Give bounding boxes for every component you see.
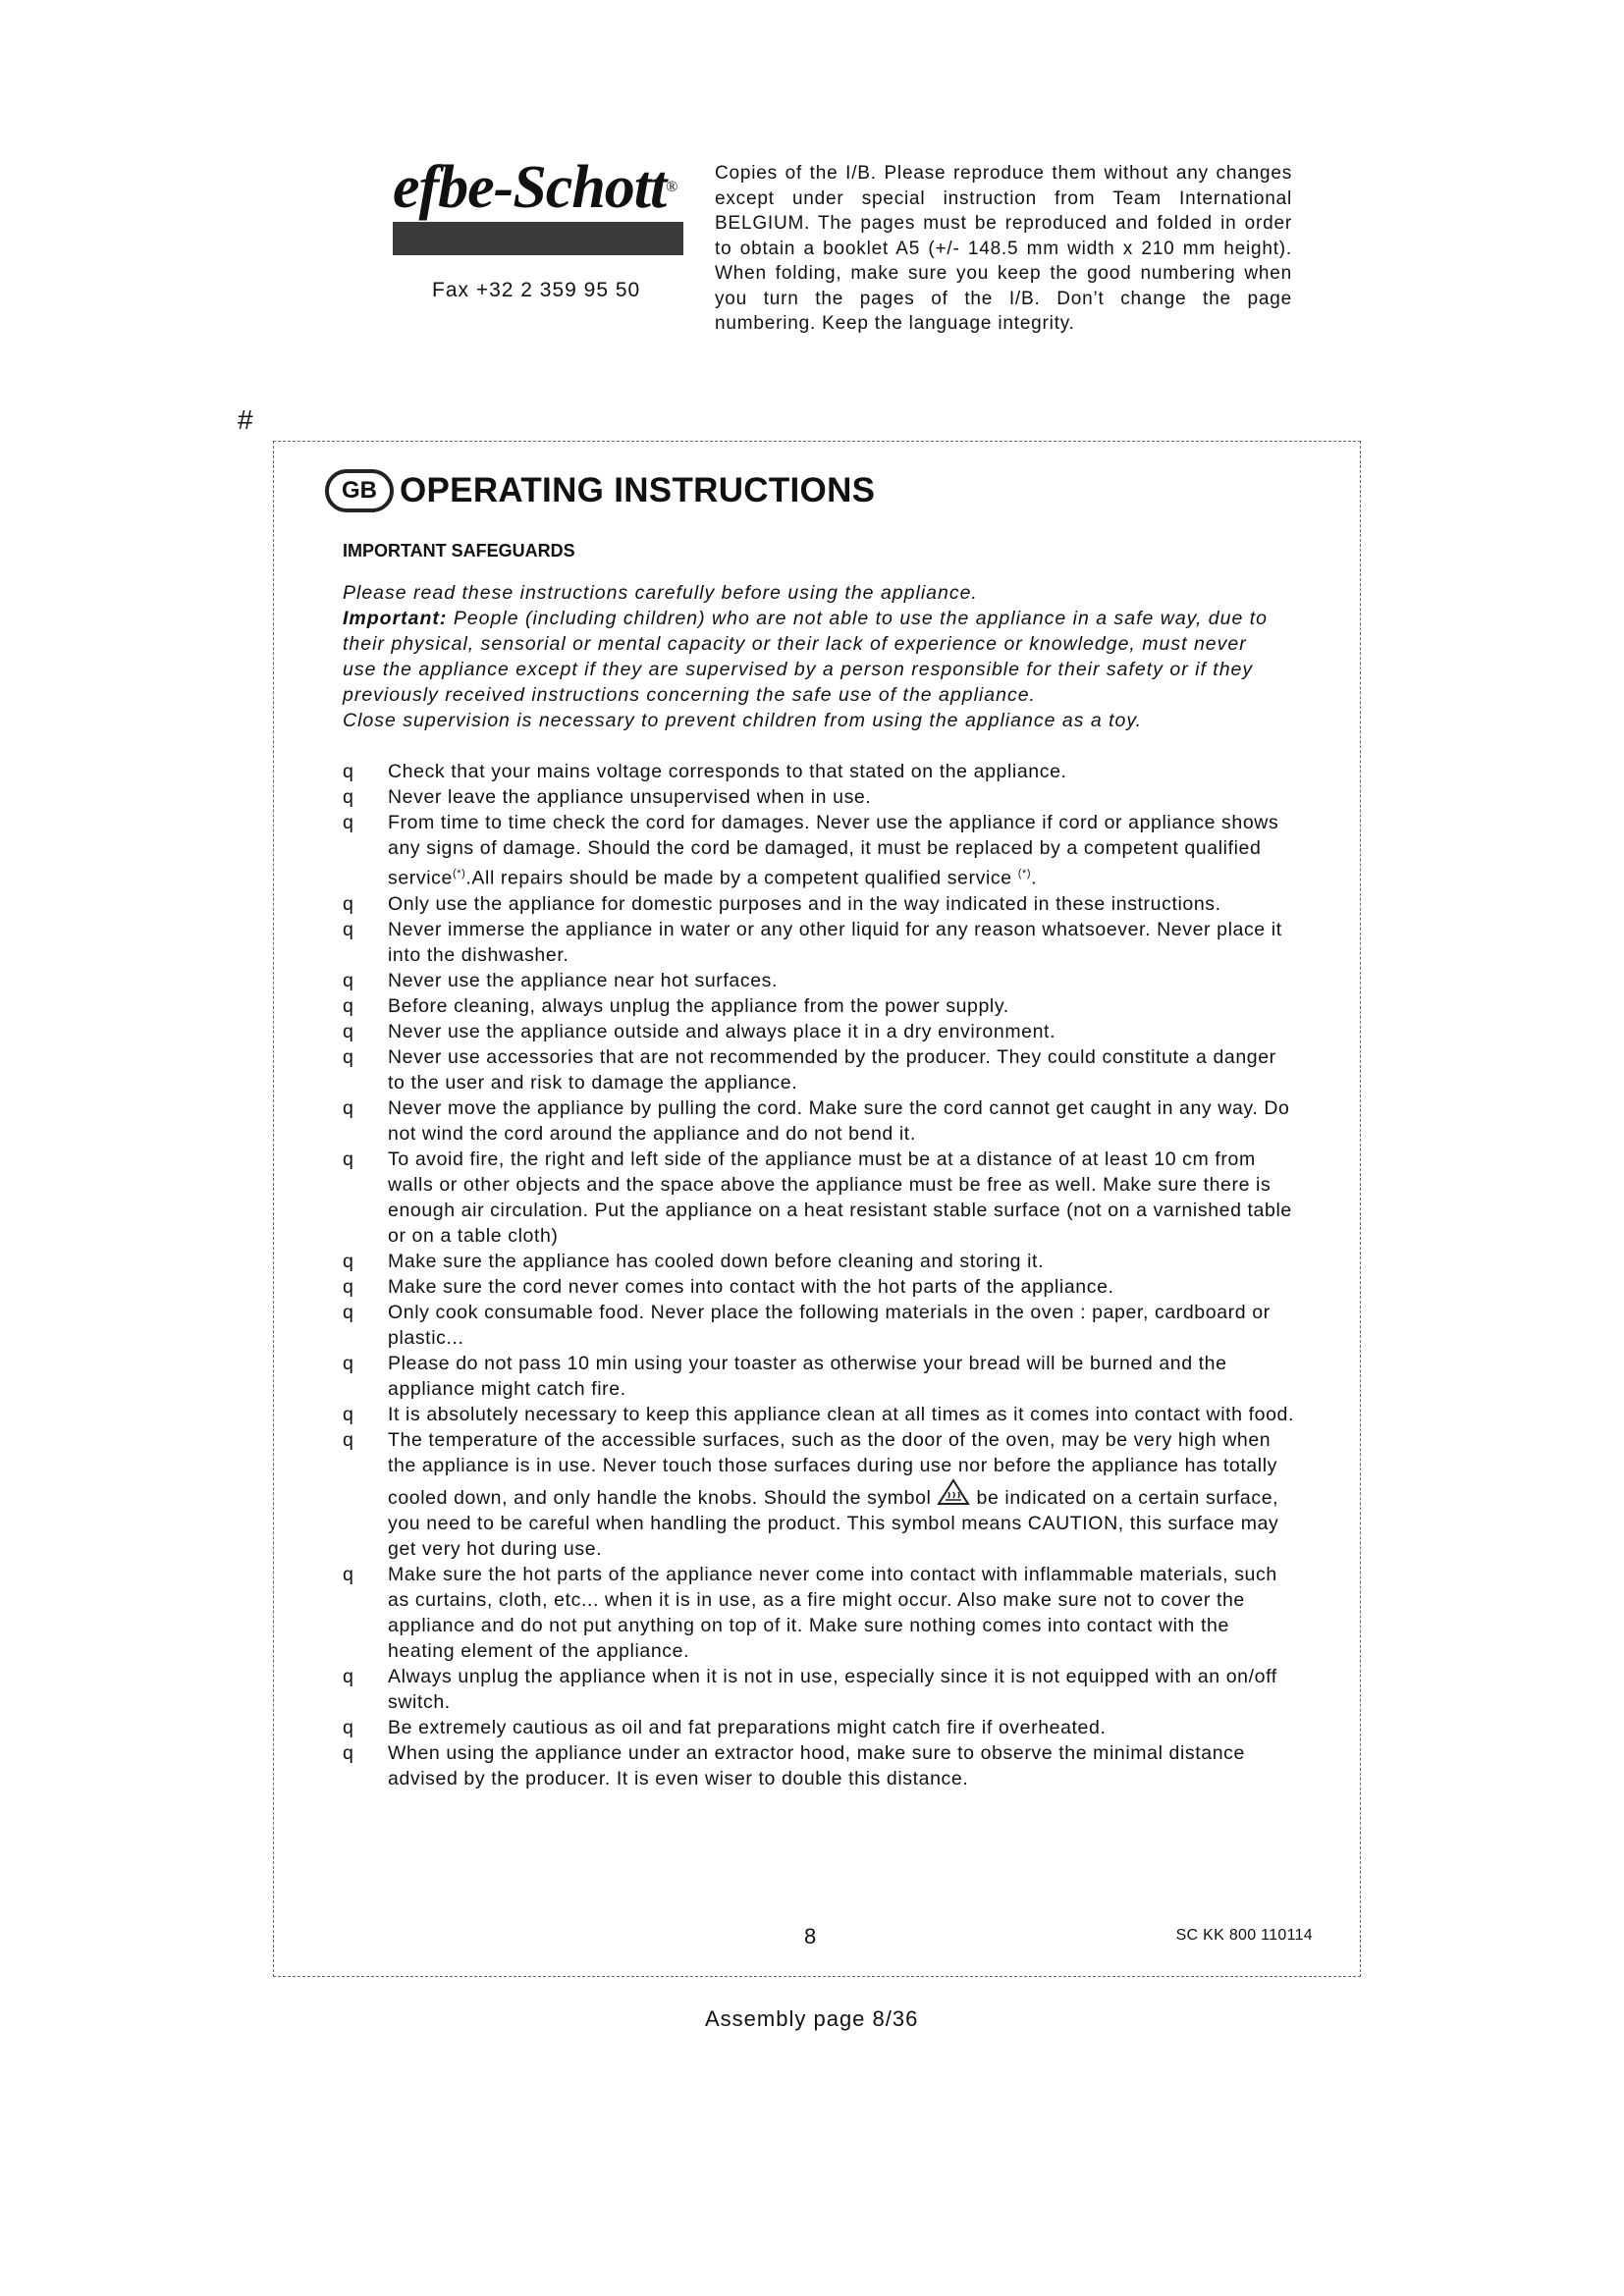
language-badge: GB — [325, 469, 394, 512]
bullet: q — [343, 1301, 354, 1323]
bullet: q — [343, 786, 354, 808]
list-item: q Never use accessories that are not recommended by the producer. They could constitute a danger to the user and risk to damage the appliance. — [343, 1045, 1276, 1094]
intro-line-3: Close supervision is necessary to prevent children from using the appliance as a toy. — [343, 710, 1143, 731]
fax-number: Fax +32 2 359 95 50 — [432, 279, 641, 301]
list-item: q To avoid fire, the right and left side of the appliance must be at a distance of at least 10 cm from walls or other objects and the space above the appliance must be free as well. Make sure there is enough air circulation. Put the appliance on a heat resistant stable surface (not on a varnished table or on a table cloth) — [343, 1148, 1292, 1247]
assembly-page-label: Assembly page 8/36 — [705, 2006, 919, 2031]
bullet: q — [343, 1741, 354, 1764]
bullet: q — [343, 1020, 354, 1042]
bullet: q — [343, 892, 354, 915]
list-item: q Never leave the appliance unsupervised when in use. — [343, 786, 872, 808]
bullet: q — [343, 1275, 354, 1298]
list-item: q Never immerse the appliance in water or any other liquid for any reason whatsoever. Never place it into the dishwasher. — [343, 918, 1282, 966]
intro-line-1: Please read these instructions carefully before using the appliance. — [343, 582, 978, 604]
page-title: OPERATING INSTRUCTIONS — [400, 471, 876, 509]
list-item: q Be extremely cautious as oil and fat preparations might catch fire if overheated. — [343, 1716, 1107, 1738]
bullet: q — [343, 1352, 354, 1374]
list-item: q Never move the appliance by pulling the cord. Make sure the cord cannot get caught in any way. Do not wind the cord around the appliance and do not bend it. — [343, 1096, 1290, 1145]
list-item: q Always unplug the appliance when it is not in use, especially since it is not equipped with an on/off switch. — [343, 1665, 1277, 1713]
hash-mark: # — [238, 404, 253, 435]
brand-logo — [393, 154, 683, 255]
list-item: q Check that your mains voltage corresponds to that stated on the appliance. — [343, 761, 1067, 782]
hot-surface-warning-icon — [937, 1478, 970, 1506]
list-item: q Only cook consumable food. Never place the following materials in the oven : paper, cardboard or plastic... — [343, 1301, 1271, 1349]
title-row — [325, 469, 875, 512]
safeguards-list — [343, 759, 1295, 1791]
logo-bar — [393, 222, 683, 255]
bullet: q — [343, 1045, 354, 1068]
bullet: q — [343, 1096, 354, 1119]
bullet: q — [343, 1250, 354, 1272]
list-item: q Before cleaning, always unplug the appliance from the power supply. — [343, 994, 1009, 1017]
list-item: q Make sure the hot parts of the appliance never come into contact with inflammable materials, such as curtains, cloth, etc... when it is in use, as a fire might occur. Also make sure not to cover the appliance and do not put anything on top of it. Make sure nothing comes into contact with the heating element of the appliance. — [343, 1563, 1277, 1662]
safeguards-heading: IMPORTANT SAFEGUARDS — [343, 541, 575, 561]
page-number: 8 — [804, 1924, 817, 1949]
list-item: q Make sure the cord never comes into contact with the hot parts of the appliance. — [343, 1275, 1114, 1298]
bullet: q — [343, 918, 354, 940]
important-text: People (including children) who are not able to use the appliance in a safe way, due to their physical, sensorial or mental capacity or their lack of experience or knowledge, must never use the appliance except if they are supervised by a person responsible for their safety or if they previously received instructions concerning the safe use of the appliance. — [343, 608, 1269, 706]
bullet: q — [343, 1148, 354, 1170]
list-item: q Please do not pass 10 min using your toaster as otherwise your bread will be burned and the appliance might catch fire. — [343, 1352, 1227, 1400]
bullet: q — [343, 994, 354, 1017]
important-label: Important: — [343, 608, 448, 629]
logo-wordmark: efbe-Schott® — [393, 154, 677, 221]
bullet: q — [343, 1665, 354, 1687]
bullet: q — [343, 812, 354, 833]
bullet: q — [343, 1428, 354, 1451]
bullet: q — [343, 969, 354, 991]
list-item: q The temperature of the accessible surfaces, such as the door of the oven, may be very high when the appliance is in use. Never touch those surfaces during use nor before the appliance has totally cooled down, and only handle the knobs. Should the symbol be indicated on a certain surface, you need to be careful when handling the product. This symbol means CAUTION, this surface may get very hot during use. — [343, 1428, 1279, 1560]
list-item: q From time to time check the cord for damages. Never use the appliance if cord or appliance shows any signs of damage. Should the cord be damaged, it must be replaced by a competent qualified service(*).All repairs should be made by a competent qualified service (*). — [343, 812, 1279, 889]
reproduction-note: Copies of the I/B. Please reproduce them without any changes except under special instruction from Team International BELGIUM. The pages must be reproduced and folded in order to obtain a booklet A5 (+/- 148.5 mm width x 210 mm height). When folding, make sure you keep the good numbering when you turn the pages of the I/B. Don’t change the page numbering. Keep the language integrity. — [715, 163, 1292, 334]
intro-text — [343, 580, 1285, 733]
list-item: q Never use the appliance outside and always place it in a dry environment. — [343, 1020, 1056, 1042]
list-item: q Never use the appliance near hot surfaces. — [343, 969, 779, 991]
list-item: q Only use the appliance for domestic purposes and in the way indicated in these instructions. — [343, 892, 1221, 915]
list-item: q Make sure the appliance has cooled down before cleaning and storing it. — [343, 1250, 1045, 1272]
list-item: q It is absolutely necessary to keep this appliance clean at all times as it comes into contact with food. — [343, 1403, 1295, 1425]
bullet: q — [343, 1403, 354, 1425]
page-frame — [273, 441, 1361, 1977]
bullet: q — [343, 1716, 354, 1738]
document-code: SC KK 800 110114 — [1175, 1927, 1313, 1944]
bullet: q — [343, 1563, 354, 1585]
list-item: q When using the appliance under an extractor hood, make sure to observe the minimal distance advised by the producer. It is even wiser to double this distance. — [343, 1741, 1245, 1789]
bullet: q — [343, 761, 354, 782]
intro-important — [343, 606, 1285, 708]
